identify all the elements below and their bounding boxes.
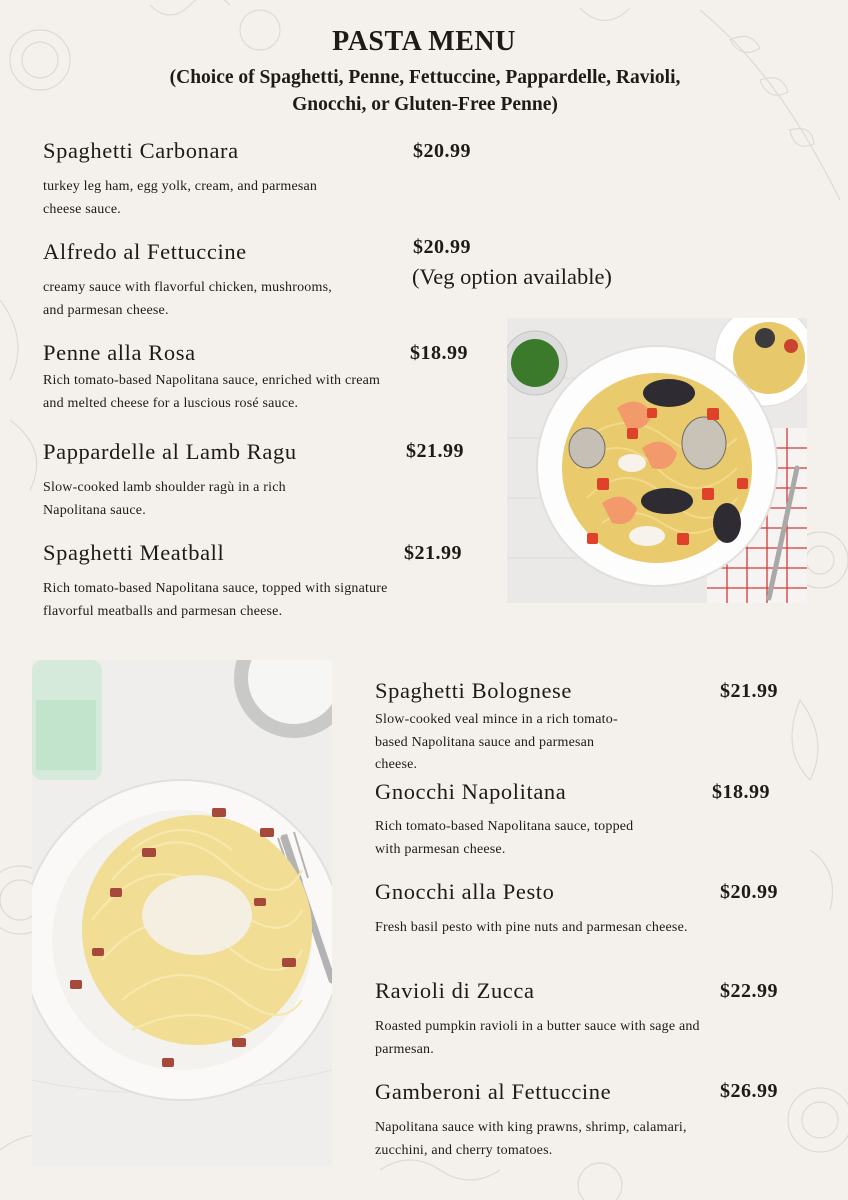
menu-item-price: $21.99 — [406, 440, 464, 462]
seafood-pasta-photo — [507, 318, 807, 603]
menu-item-description: Roasted pumpkin ravioli in a butter sauce with sage and parmesan. — [375, 1019, 700, 1057]
menu-item-name: Gamberoni al Fettuccine — [375, 1079, 612, 1104]
menu-item-price: $22.99 — [720, 980, 778, 1002]
menu-item-name: Ravioli di Zucca — [375, 978, 535, 1003]
page-subtitle — [110, 64, 740, 118]
menu-item-price: $20.99 — [720, 881, 778, 903]
menu-item-name: Alfredo al Fettuccine — [43, 239, 247, 264]
menu-item-description: Napolitana sauce with king prawns, shrimp, calamari, zucchini, and cherry tomatoes. — [375, 1120, 687, 1158]
carbonara-photo — [32, 660, 332, 1166]
menu-item-description: Rich tomato-based Napolitana sauce, topped with parmesan cheese. — [375, 819, 634, 857]
menu-item-description: creamy sauce with flavorful chicken, mushrooms, and parmesan cheese. — [43, 280, 332, 318]
menu-item-price: $21.99 — [720, 680, 778, 702]
menu-item-price: $20.99 — [413, 140, 471, 162]
menu-item-description: turkey leg ham, egg yolk, cream, and parmesan cheese sauce. — [43, 179, 318, 217]
menu-item-name: Spaghetti Meatball — [43, 540, 225, 565]
menu-item-price: $18.99 — [712, 781, 770, 803]
menu-item-price: $20.99 — [413, 236, 471, 258]
menu-item-name: Pappardelle al Lamb Ragu — [43, 439, 297, 464]
menu-item-description: Slow-cooked veal mince in a rich tomato-based Napolitana sauce and parmesan cheese. — [375, 712, 618, 772]
menu-item-description: Rich tomato-based Napolitana sauce, enriched with cream and melted cheese for a luscious rosé sauce. — [43, 373, 381, 411]
page-title: PASTA MENU — [332, 26, 516, 57]
menu-item-price: $26.99 — [720, 1080, 778, 1102]
menu-item-price: $21.99 — [404, 542, 462, 564]
menu-item-price: $18.99 — [410, 342, 468, 364]
menu-item-name: Penne alla Rosa — [43, 340, 196, 365]
menu-item-name: Spaghetti Bolognese — [375, 678, 573, 703]
menu-item-name: Gnocchi Napolitana — [375, 779, 567, 804]
menu-item-name: Spaghetti Carbonara — [43, 138, 239, 163]
subtitle-line-2: Gnocchi, or Gluten-Free Penne) — [292, 94, 558, 115]
menu-item-note: (Veg option available) — [412, 264, 612, 289]
menu-item-description: Slow-cooked lamb shoulder ragù in a rich Napolitana sauce. — [43, 480, 286, 518]
subtitle-line-1: (Choice of Spaghetti, Penne, Fettuccine, Pappardelle, Ravioli, — [169, 67, 681, 88]
menu-item-name: Gnocchi alla Pesto — [375, 879, 555, 904]
menu-item-description: Rich tomato-based Napolitana sauce, topped with signature flavorful meatballs and parmesan cheese. — [43, 581, 388, 619]
menu-item-description: Fresh basil pesto with pine nuts and parmesan cheese. — [375, 920, 688, 935]
